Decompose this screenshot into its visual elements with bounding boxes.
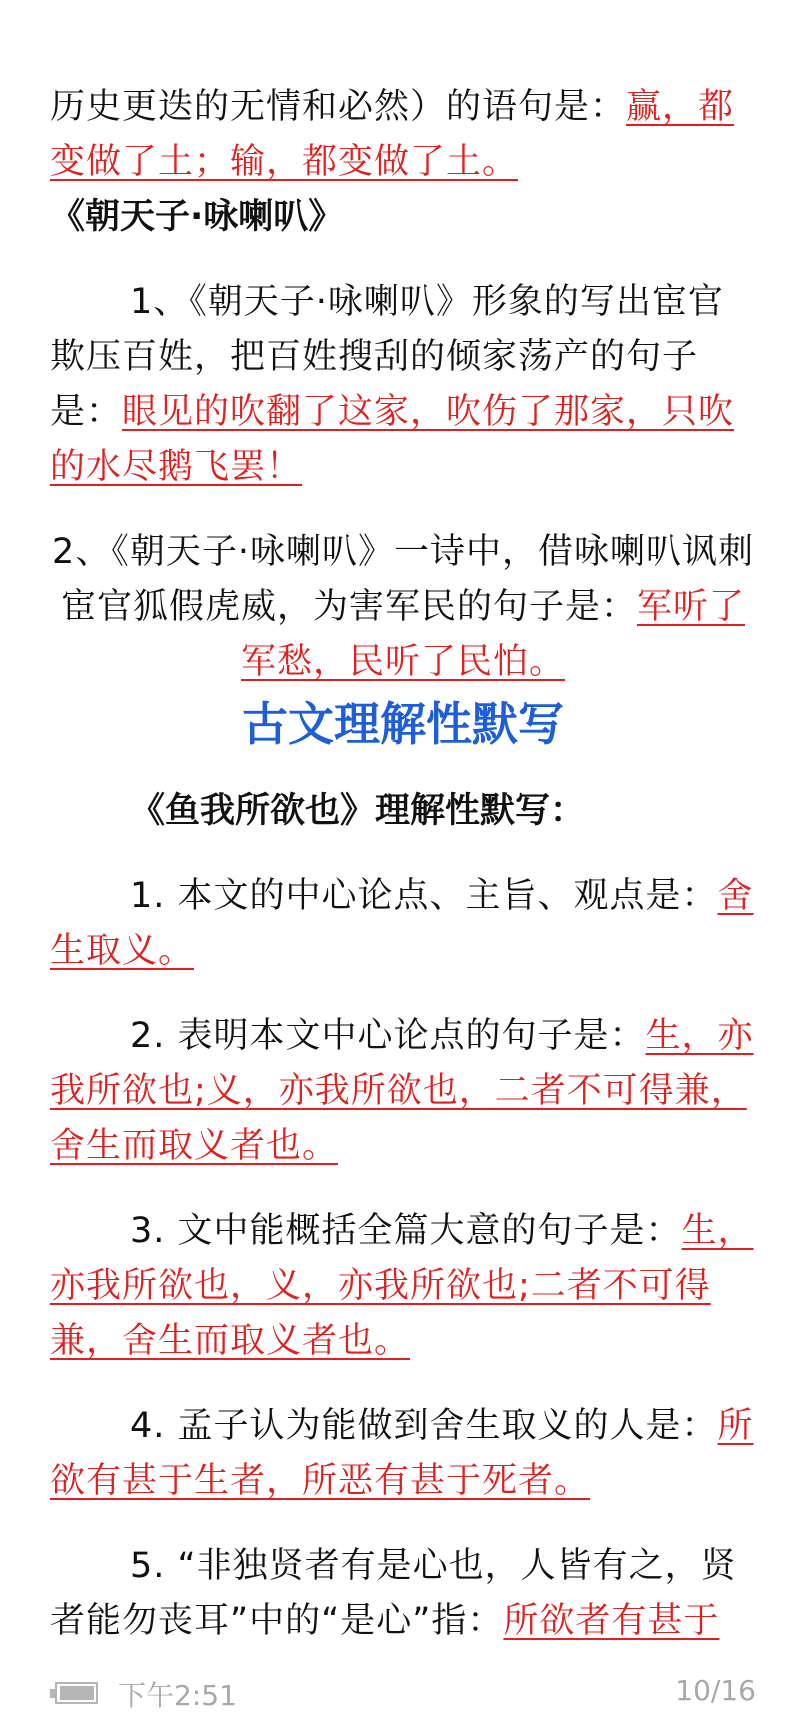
intro-answer: 赢，都变做了土；输，都变做了土。 — [50, 87, 735, 182]
fish-item-4 — [50, 1399, 756, 1509]
poem-item-1 — [50, 275, 756, 495]
poem-item-1-answer: 眼见的吹翻了这家，吹伤了那家，只吹的水尽鹅飞罢！ — [50, 392, 735, 487]
poem-heading: 《朝天子·咏喇叭》 — [50, 197, 344, 237]
sub-heading: 《鱼我所欲也》理解性默写： — [130, 791, 586, 831]
fish-item-5-text: 5. “非独贤者有是心也，人皆有之，贤者能勿丧耳”中的“是心”指： — [50, 1546, 737, 1641]
fish-item-1 — [50, 869, 756, 979]
poem-item-1-text: 1、《朝天子·咏喇叭》形象的写出宦官欺压百姓，把百姓搜刮的倾家荡产的句子是： — [50, 282, 724, 432]
fish-item-2-text: 2. 表明本文中心论点的句子是： — [130, 1016, 646, 1056]
battery-icon — [50, 1682, 100, 1704]
fish-item-4-text: 4. 孟子认为能做到舍生取义的人是： — [130, 1406, 718, 1446]
section-title: 古文理解性默写 — [242, 697, 564, 751]
fish-item-3-answer: 生，亦我所欲也，义，亦我所欲也;二者不可得兼，舍生而取义者也。 — [50, 1211, 754, 1361]
fish-item-5-answer: 所欲者有甚于 — [503, 1601, 720, 1641]
fish-item-4-answer: 所欲有甚于生者，所恶有甚于死者。 — [50, 1406, 754, 1501]
reader-footer — [0, 1660, 800, 1720]
clock-time: 下午2:51 — [118, 1679, 237, 1712]
poem-item-2 — [50, 525, 756, 690]
page-indicator: 10/16 — [675, 1674, 756, 1707]
fish-item-1-text: 1. 本文的中心论点、主旨、观点是： — [130, 876, 718, 916]
poem-item-2-answer: 军听了军愁，民听了民怕。 — [240, 587, 746, 682]
fish-item-2-answer: 生，亦我所欲也;义，亦我所欲也，二者不可得兼，舍生而取义者也。 — [50, 1016, 754, 1166]
intro-text: 历史更迭的无情和必然）的语句是： — [50, 87, 627, 127]
fish-item-5 — [50, 1539, 756, 1649]
poem-item-2-text: 2、《朝天子·咏喇叭》一诗中，借咏喇叭讽刺宦官狐假虎威，为害军民的句子是： — [52, 532, 754, 627]
fish-item-1-answer: 舍生取义。 — [50, 876, 754, 971]
intro-paragraph — [50, 80, 756, 190]
document-content — [50, 80, 756, 1649]
fish-item-2 — [50, 1009, 756, 1174]
fish-item-3-text: 3. 文中能概括全篇大意的句子是： — [130, 1211, 682, 1251]
fish-item-3 — [50, 1204, 756, 1369]
